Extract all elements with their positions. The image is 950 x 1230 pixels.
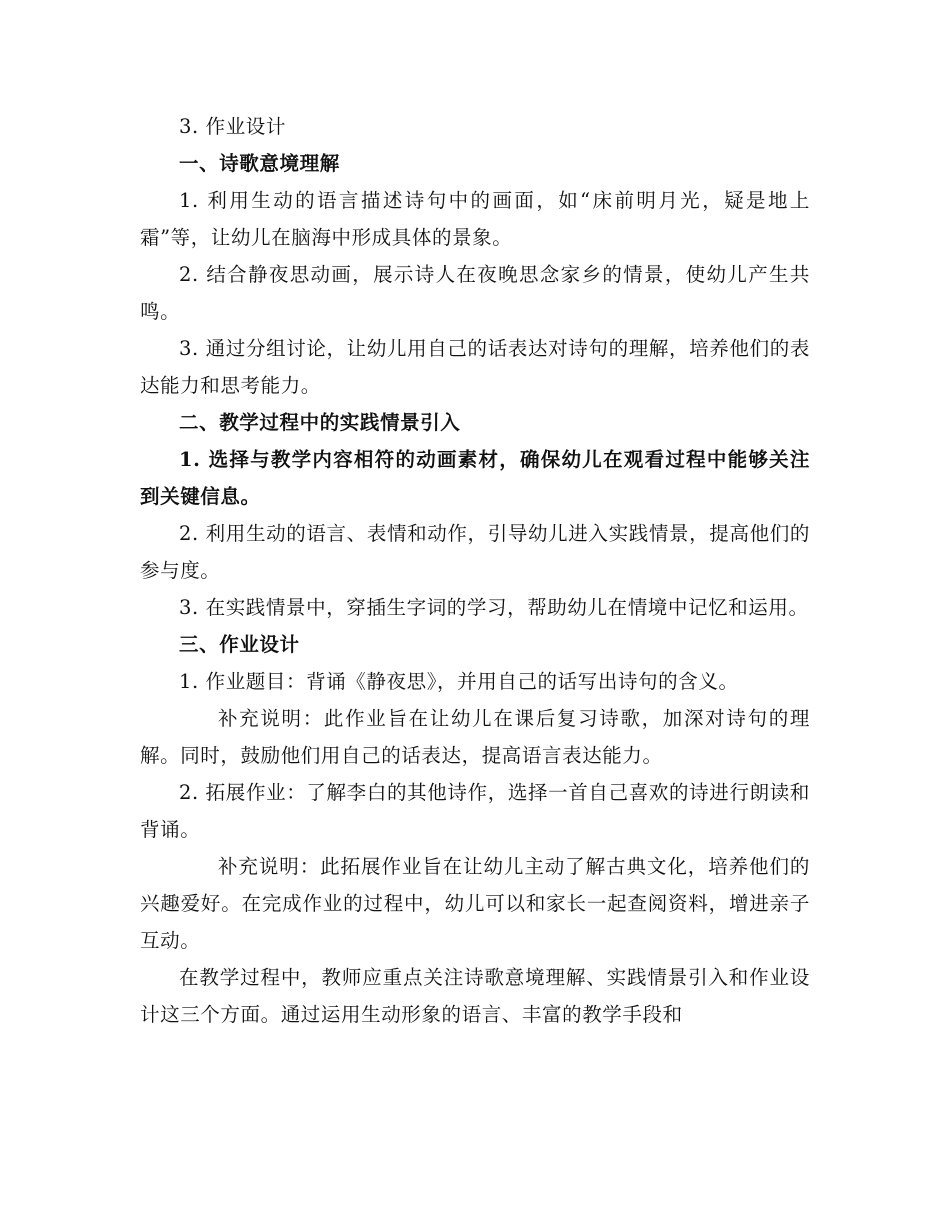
paragraph-scenario-3: 3. 在实践情景中，穿插生字词的学习，帮助幼儿在情境中记忆和运用。 [179,596,809,619]
document-body [140,108,810,1033]
paragraph-homework-1-note: 补充说明：此作业旨在让幼儿在课后复习诗歌，加深对诗句的理解。同时，鼓励他们用自己的话表达，提高语言表达能力。 [140,707,810,767]
paragraph-scenario-2: 2. 利用生动的语言、表情和动作，引导幼儿进入实践情景，提高他们的参与度。 [140,522,810,582]
paragraph-summary: 在教学过程中，教师应重点关注诗歌意境理解、实践情景引入和作业设计这三个方面。通过运用生动形象的语言、丰富的教学手段和 [140,966,810,1026]
paragraph-homework-2-note: 补充说明：此拓展作业旨在让幼儿主动了解古典文化，培养他们的兴趣爱好。在完成作业的过程中，幼儿可以和家长一起查阅资料，增进亲子互动。 [140,855,810,952]
paragraph-imagery-3: 3. 通过分组讨论，让幼儿用自己的话表达对诗句的理解，培养他们的表达能力和思考能力。 [140,337,810,397]
section-heading-homework-design: 三、作业设计 [179,633,300,656]
paragraph-homework-2: 2. 拓展作业：了解李白的其他诗作，选择一首自己喜欢的诗进行朗读和背诵。 [140,781,810,841]
paragraph-scenario-1: 1. 选择与教学内容相符的动画素材，确保幼儿在观看过程中能够关注到关键信息。 [140,448,810,508]
paragraph-imagery-1: 1. 利用生动的语言描述诗句中的画面，如“床前明月光，疑是地上霜”等，让幼儿在脑海中形成具体的景象。 [140,189,810,249]
paragraph-homework-1: 1. 作业题目：背诵《静夜思》，并用自己的话写出诗句的含义。 [179,670,739,693]
paragraph-imagery-2: 2. 结合静夜思动画，展示诗人在夜晚思念家乡的情景，使幼儿产生共鸣。 [140,263,810,323]
section-heading-practice-scenario: 二、教学过程中的实践情景引入 [179,411,461,434]
section-heading-poem-imagery: 一、诗歌意境理解 [179,152,340,175]
paragraph-homework-design-intro: 3. 作业设计 [179,115,287,138]
